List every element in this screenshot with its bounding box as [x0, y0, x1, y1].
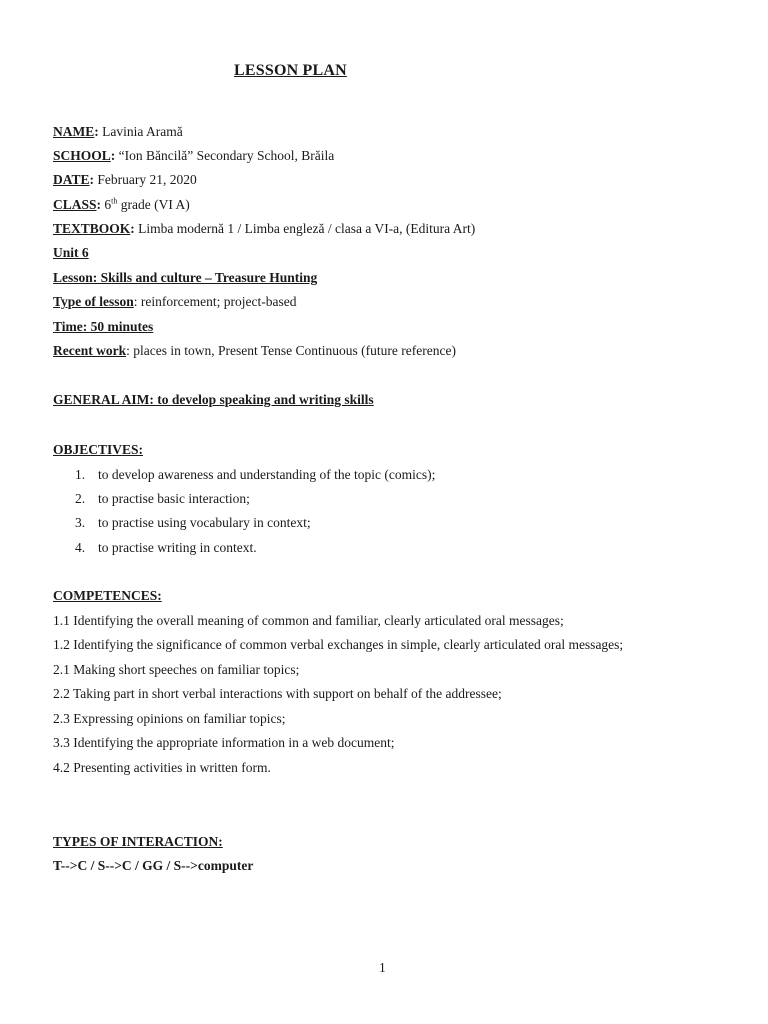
lesson-line: Lesson: Skills and culture – Treasure Hunting [53, 270, 318, 285]
interaction-heading: TYPES OF INTERACTION: [53, 834, 223, 849]
date-value: February 21, 2020 [97, 172, 197, 187]
date-line: DATE: February 21, 2020 [53, 172, 197, 187]
competence-item: 1.2 Identifying the significance of common verbal exchanges in simple, clearly articulated oral messages; [53, 637, 624, 652]
name-line: NAME: Lavinia Aramă [53, 124, 183, 139]
objective-item [75, 491, 250, 507]
textbook-label: TEXTBOOK [53, 221, 131, 236]
objective-item [75, 540, 257, 556]
class-value-sup: th [111, 196, 118, 206]
recent-work-value: places in town, Present Tense Continuous (future reference) [133, 343, 456, 358]
time-line: Time: 50 minutes [53, 319, 154, 334]
objective-number: 1. [75, 467, 86, 482]
competences-heading: COMPETENCES: [53, 588, 162, 603]
textbook-value: Limba modernă 1 / Limba engleză / clasa a VI-a, (Editura Art) [138, 221, 476, 236]
objective-text: to practise basic interaction; [98, 491, 250, 506]
competence-item: 1.1 Identifying the overall meaning of common and familiar, clearly articulated oral messages; [53, 613, 564, 628]
class-line: CLASS: 6th grade (VI A) [53, 196, 190, 212]
type-of-lesson-line: Type of lesson: reinforcement; project-based [53, 294, 297, 309]
competence-item: 3.3 Identifying the appropriate information in a web document; [53, 735, 395, 750]
objective-text: to practise using vocabulary in context; [98, 515, 311, 530]
objective-item [75, 515, 311, 531]
page-number: 1 [379, 960, 386, 975]
interaction-value: T-->C / S-->C / GG / S-->computer [53, 858, 254, 873]
school-value: “Ion Băncilă” Secondary School, Brăila [118, 148, 335, 163]
type-of-lesson-label: Type of lesson [53, 294, 134, 309]
objective-text: to practise writing in context. [98, 540, 257, 555]
objective-number: 3. [75, 515, 86, 530]
competence-item: 2.2 Taking part in short verbal interactions with support on behalf of the addressee; [53, 686, 502, 701]
textbook-line: TEXTBOOK: Limba modernă 1 / Limba engleză / clasa a VI-a, (Editura Art) [53, 221, 476, 236]
date-label: DATE [53, 172, 90, 187]
school-label: SCHOOL [53, 148, 111, 163]
name-label: NAME [53, 124, 95, 139]
competence-item: 2.1 Making short speeches on familiar topics; [53, 662, 300, 677]
class-value-num: 6 [104, 197, 112, 212]
competence-item: 2.3 Expressing opinions on familiar topics; [53, 711, 286, 726]
class-label: CLASS [53, 197, 97, 212]
objective-number: 4. [75, 540, 86, 555]
type-of-lesson-value: reinforcement; project-based [140, 294, 297, 309]
objectives-heading: OBJECTIVES: [53, 442, 144, 457]
unit-line: Unit 6 [53, 245, 89, 260]
general-aim: GENERAL AIM: to develop speaking and writing skills [53, 392, 374, 407]
competence-item: 4.2 Presenting activities in written form. [53, 760, 271, 775]
objective-number: 2. [75, 491, 86, 506]
objective-item [75, 467, 435, 483]
recent-work-label: Recent work [53, 343, 127, 358]
objective-text: to develop awareness and understanding of the topic (comics); [98, 467, 436, 482]
page-title: LESSON PLAN [234, 62, 347, 79]
recent-work-line: Recent work: places in town, Present Tense Continuous (future reference) [53, 343, 456, 358]
school-line: SCHOOL: “Ion Băncilă” Secondary School, Brăila [53, 148, 335, 163]
class-value-rest: grade (VI A) [120, 197, 190, 212]
name-value: Lavinia Aramă [102, 124, 183, 139]
